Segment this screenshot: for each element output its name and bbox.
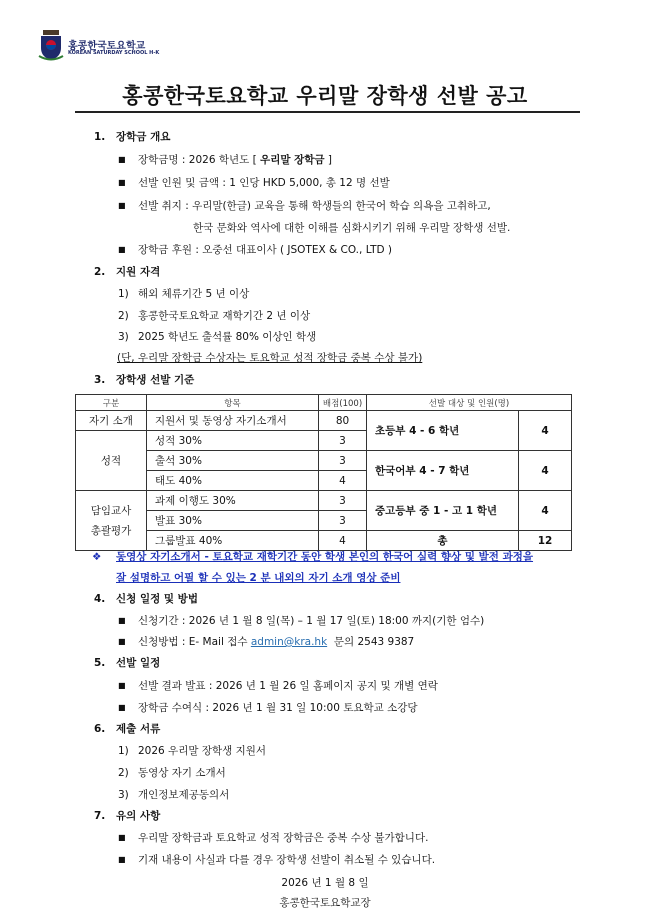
total-label-cell: 총: [367, 531, 519, 551]
section-6-heading: 6. 제출 서류: [94, 723, 161, 735]
list-item: 3) 개인정보제공동의서: [118, 789, 230, 801]
table-row: [76, 451, 572, 471]
header-target: 선발 대상 및 인원(명): [367, 395, 572, 411]
list-item: 1) 2026 우리말 장학생 지원서: [118, 745, 267, 757]
score-cell: 3: [319, 511, 367, 531]
bullet-apply-period: ■ 신청기간 : 2026 년 1 월 8 일(목) – 1 월 17 일(토) 18:00 까지(기한 엄수): [118, 615, 485, 627]
score-cell: 3: [319, 491, 367, 511]
bullet-icon: ■: [118, 833, 126, 842]
section-number: 1.: [94, 131, 106, 143]
notice-date: 2026 년 1 월 8 일: [281, 877, 369, 889]
bullet-icon: ■: [118, 245, 126, 254]
item-cell: 과제 이행도 30%: [147, 491, 319, 511]
score-cell: 80: [319, 411, 367, 431]
page-title: 홍콩한국토요학교 우리말 장학생 선발 공고: [122, 84, 528, 108]
count-cell: 4: [519, 491, 572, 531]
video-note-line-1: 동영상 자기소개서 - 토요학교 재학기간 동안 학생 본인의 한국어 실력 향상 및 발전 과정을: [116, 551, 534, 563]
bullet-icon: ■: [118, 855, 126, 864]
table-row: [76, 411, 572, 431]
bullet-cancel: ■ 기재 내용이 사실과 다를 경우 장학생 선발이 취소될 수 있습니다.: [118, 854, 436, 866]
item-cell: 출석 30%: [147, 451, 319, 471]
bullet-ceremony: ■ 장학금 수여식 : 2026 년 1 월 31 일 10:00 토요학교 소강당: [118, 702, 418, 714]
bullet-apply-method: ■ 신청방법 : E- Mail 접수 admin@kra.hk 문의 2543 9387: [118, 636, 415, 648]
section-3-heading: 3. 장학생 선발 기준: [94, 374, 195, 386]
bullet-icon: ■: [118, 637, 126, 646]
bullet-duplicate: ■ 우리말 장학금과 토요학교 성적 장학금은 중복 수상 불가합니다.: [118, 832, 429, 844]
group-cell: 성적: [76, 431, 147, 491]
item-cell: 지원서 및 동영상 자기소개서: [147, 411, 319, 431]
total-count-cell: 12: [519, 531, 572, 551]
target-cell: 중고등부 중 1 - 고 1 학년: [367, 491, 519, 531]
bullet-purpose: ■ 선발 취지 : 우리말(한글) 교육을 통해 학생들의 한국어 학습 의욕을 고취하고,: [118, 200, 491, 212]
bullet-quota: ■ 선발 인원 및 금액 : 1 인당 HKD 5,000, 총 12 명 선발: [118, 177, 390, 189]
bullet-announcement: ■ 선발 결과 발표 : 2026 년 1 월 26 일 홈페이지 공지 및 개별 연락: [118, 680, 438, 692]
video-note-line-2: 잘 설명하고 어필 할 수 있는 2 분 내외의 자기 소개 영상 준비: [116, 572, 401, 584]
bullet-icon: ■: [118, 616, 126, 625]
header-category: 구분: [76, 395, 147, 411]
school-logo: [38, 30, 160, 65]
score-cell: 3: [319, 451, 367, 471]
bullet-sponsor: ■ 장학금 후원 : 오중선 대표이사 ( JSOTEX & CO., LTD ): [118, 244, 393, 256]
email-link[interactable]: admin@kra.hk: [250, 636, 328, 648]
section-2-heading: 2. 지원 자격: [94, 266, 161, 278]
diamond-note-icon: ❖: [92, 551, 102, 563]
list-item: 2) 동영상 자기 소개서: [118, 767, 226, 779]
list-item: 1) 해외 체류기간 5 년 이상: [118, 288, 250, 300]
header-item: 항목: [147, 395, 319, 411]
bullet-icon: ■: [118, 155, 126, 164]
target-cell: 한국어부 4 - 7 학년: [367, 451, 519, 491]
header-score: 배점(100): [319, 395, 367, 411]
count-cell: 4: [519, 411, 572, 451]
section-4-heading: 4. 신청 일정 및 방법: [94, 593, 198, 605]
bullet-scholarship-name: ■ 장학금명 : 2026 학년도 [ 우리말 장학금 ]: [118, 154, 332, 166]
count-cell: 4: [519, 451, 572, 491]
title-divider: [75, 111, 580, 113]
eligibility-note: (단, 우리말 장학금 수상자는 토요학교 성적 장학금 중복 수상 불가): [117, 352, 423, 364]
section-7-heading: 7. 유의 사항: [94, 810, 161, 822]
signer: 홍콩한국토요학교장: [279, 897, 371, 909]
table-row: [76, 491, 572, 511]
bullet-icon: ■: [118, 681, 126, 690]
group-cell: 담임교사 총괄평가: [76, 491, 147, 551]
item-cell: 그룹발표 40%: [147, 531, 319, 551]
list-item: 3) 2025 학년도 출석률 80% 이상인 학생: [118, 331, 317, 343]
item-cell: 발표 30%: [147, 511, 319, 531]
score-cell: 4: [319, 471, 367, 491]
criteria-table: [75, 394, 572, 551]
bullet-icon: ■: [118, 201, 126, 210]
logo-name: 홍콩한국토요학교: [68, 41, 146, 52]
bullet-icon: ■: [118, 703, 126, 712]
table-header-row: [76, 395, 572, 411]
bullet-icon: ■: [118, 178, 126, 187]
list-item: 2) 홍콩한국토요학교 재학기간 2 년 이상: [118, 310, 311, 322]
school-crest-icon: [38, 30, 64, 62]
section-1-heading: [94, 130, 170, 144]
item-cell: 태도 40%: [147, 471, 319, 491]
section-5-heading: 5. 선발 일정: [94, 657, 161, 669]
item-cell: 성적 30%: [147, 431, 319, 451]
target-cell: 초등부 4 - 6 학년: [367, 411, 519, 451]
bullet-purpose-cont: 한국 문화와 역사에 대한 이해를 심화시키기 위해 우리말 장학생 선발.: [193, 222, 511, 234]
table-row: [76, 531, 572, 551]
logo-subtitle: KOREAN SATURDAY SCHOOL H-K: [68, 50, 160, 56]
score-cell: 4: [319, 531, 367, 551]
group-cell: 자기 소개: [76, 411, 147, 431]
score-cell: 3: [319, 431, 367, 451]
section-title: 장학금 개요: [116, 131, 171, 143]
